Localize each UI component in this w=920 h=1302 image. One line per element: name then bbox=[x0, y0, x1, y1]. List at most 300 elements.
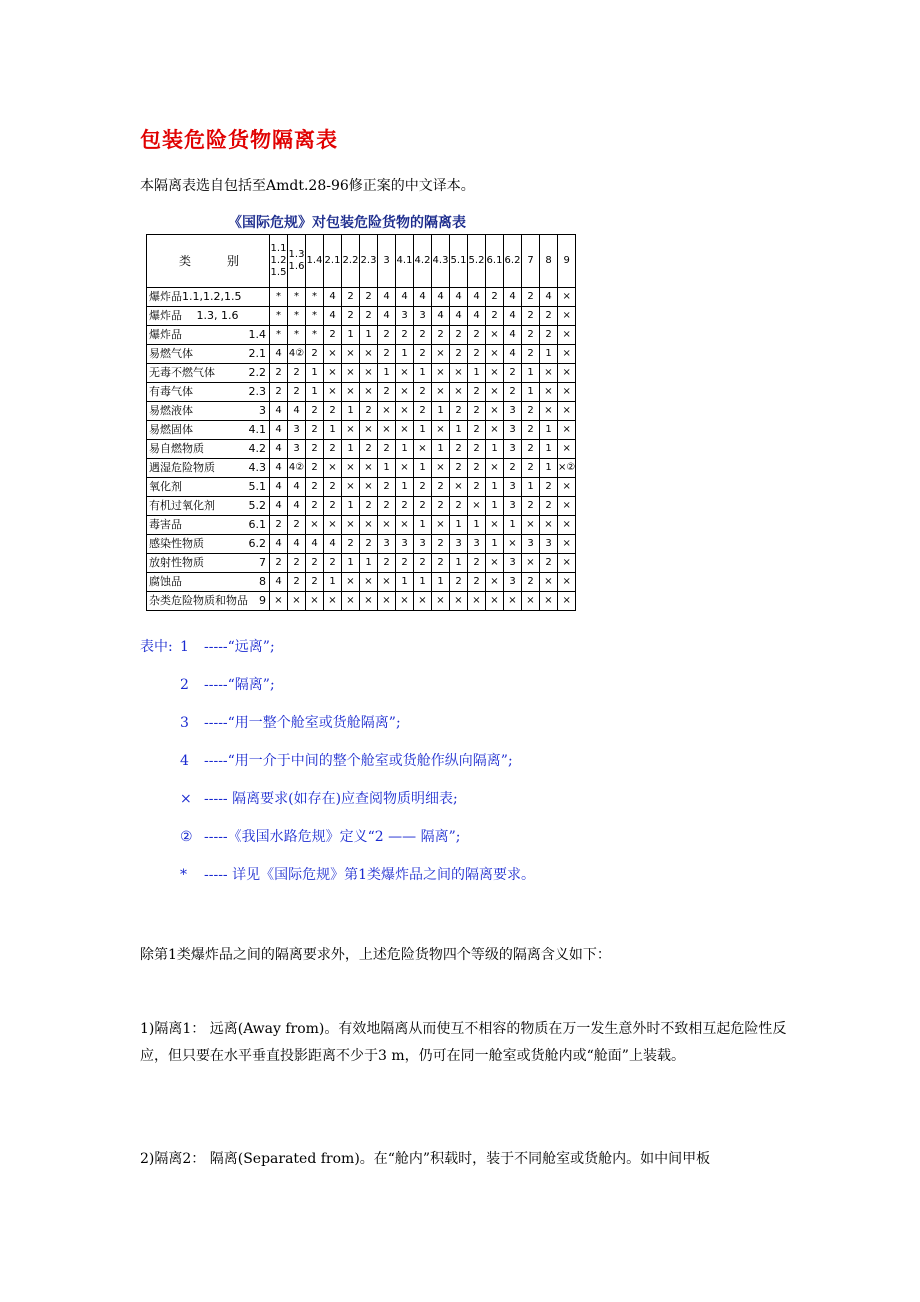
table-cell: 4 bbox=[396, 288, 414, 307]
table-cell: × bbox=[396, 516, 414, 535]
table-cell: 4 bbox=[468, 288, 486, 307]
table-cell: 2 bbox=[306, 440, 324, 459]
segregation-table bbox=[146, 234, 576, 611]
table-cell: 1 bbox=[378, 459, 396, 478]
table-cell: 2 bbox=[468, 459, 486, 478]
legend-item bbox=[140, 636, 275, 656]
column-header: 5.2 bbox=[468, 235, 486, 288]
table-cell: 4 bbox=[288, 535, 306, 554]
table-cell: 1 bbox=[522, 364, 540, 383]
table-row bbox=[147, 402, 576, 421]
table-cell: 4 bbox=[540, 288, 558, 307]
table-cell: 2 bbox=[360, 497, 378, 516]
table-cell: 2 bbox=[360, 535, 378, 554]
table-cell: 1 bbox=[450, 554, 468, 573]
legend-text: -----《我国水路危规》定义“2 —— 隔离”; bbox=[204, 829, 461, 845]
table-cell: 2 bbox=[342, 535, 360, 554]
table-cell: 2 bbox=[450, 497, 468, 516]
table-cell: × bbox=[414, 592, 432, 611]
table-cell: 4 bbox=[270, 573, 288, 592]
legend-symbol: 3 bbox=[180, 715, 189, 731]
row-class-label: 爆炸品 1.4 bbox=[147, 326, 270, 345]
table-cell: × bbox=[558, 402, 576, 421]
table-cell: × bbox=[360, 459, 378, 478]
table-cell: 3 bbox=[450, 535, 468, 554]
row-class-label: 有毒气体 2.3 bbox=[147, 383, 270, 402]
table-cell: 1 bbox=[450, 421, 468, 440]
table-cell: × bbox=[558, 497, 576, 516]
table-cell: 1 bbox=[486, 497, 504, 516]
intro-text: 本隔离表选自包括至Amdt.28-96修正案的中文译本。 bbox=[140, 178, 475, 194]
table-cell: × bbox=[558, 288, 576, 307]
table-cell: 4 bbox=[504, 345, 522, 364]
legend-text: -----“远离”; bbox=[204, 639, 275, 655]
column-header: 8 bbox=[540, 235, 558, 288]
table-cell: × bbox=[378, 592, 396, 611]
table-cell: × bbox=[432, 421, 450, 440]
table-cell: 1 bbox=[522, 383, 540, 402]
table-cell: 3 bbox=[288, 421, 306, 440]
table-cell: 4 bbox=[504, 326, 522, 345]
table-cell: 2 bbox=[288, 516, 306, 535]
table-cell: 2 bbox=[450, 345, 468, 364]
table-cell: 2 bbox=[468, 383, 486, 402]
table-cell: 2 bbox=[324, 497, 342, 516]
table-cell: × bbox=[396, 383, 414, 402]
table-cell: 2 bbox=[270, 364, 288, 383]
table-cell: 2 bbox=[432, 478, 450, 497]
table-cell: * bbox=[306, 307, 324, 326]
table-cell: 2 bbox=[468, 554, 486, 573]
table-cell: 2 bbox=[432, 554, 450, 573]
table-cell: × bbox=[522, 592, 540, 611]
legend-text: -----“用一介于中间的整个舱室或货舱作纵向隔离”; bbox=[204, 753, 513, 769]
table-row bbox=[147, 326, 576, 345]
table-cell: 2 bbox=[360, 288, 378, 307]
table-cell: 2 bbox=[324, 478, 342, 497]
table-cell: 2 bbox=[306, 497, 324, 516]
table-cell: 4 bbox=[432, 288, 450, 307]
table-cell: × bbox=[558, 478, 576, 497]
table-cell: × bbox=[558, 573, 576, 592]
table-cell: 2 bbox=[522, 288, 540, 307]
table-row bbox=[147, 459, 576, 478]
table-cell: × bbox=[486, 383, 504, 402]
table-cell: × bbox=[486, 573, 504, 592]
table-cell: 1 bbox=[414, 516, 432, 535]
table-cell: 3 bbox=[504, 478, 522, 497]
table-cell: 2 bbox=[540, 478, 558, 497]
table-cell: 2 bbox=[378, 478, 396, 497]
legend-item bbox=[140, 750, 513, 770]
table-cell: 1 bbox=[486, 440, 504, 459]
table-cell: 4 bbox=[504, 288, 522, 307]
table-cell: × bbox=[324, 383, 342, 402]
column-header: 2.3 bbox=[360, 235, 378, 288]
table-cell: 1 bbox=[540, 459, 558, 478]
table-cell: 1 bbox=[414, 421, 432, 440]
row-class-label: 易燃气体 2.1 bbox=[147, 345, 270, 364]
table-cell: * bbox=[306, 326, 324, 345]
table-cell: 2 bbox=[378, 554, 396, 573]
table-cell: 1 bbox=[342, 402, 360, 421]
table-cell: × bbox=[432, 364, 450, 383]
table-cell: 4 bbox=[450, 307, 468, 326]
table-cell: 2 bbox=[450, 402, 468, 421]
paragraph-intro: 除第1类爆炸品之间的隔离要求外，上述危险货物四个等级的隔离含义如下： bbox=[140, 947, 611, 963]
table-cell: 1 bbox=[486, 478, 504, 497]
table-header-row bbox=[147, 235, 576, 288]
legend-text: -----“隔离”; bbox=[204, 677, 275, 693]
table-row bbox=[147, 497, 576, 516]
table-cell: 2 bbox=[522, 402, 540, 421]
table-cell: 2 bbox=[378, 345, 396, 364]
table-cell: 2 bbox=[486, 307, 504, 326]
legend-symbol: 2 bbox=[180, 677, 189, 693]
table-cell: 1 bbox=[414, 459, 432, 478]
column-header: 6.1 bbox=[486, 235, 504, 288]
table-cell: 3 bbox=[414, 535, 432, 554]
table-cell: 3 bbox=[414, 307, 432, 326]
table-cell: 2 bbox=[540, 554, 558, 573]
table-cell: × bbox=[378, 516, 396, 535]
table-cell: × bbox=[522, 516, 540, 535]
table-row bbox=[147, 345, 576, 364]
table-cell: 2 bbox=[522, 307, 540, 326]
table-cell: 2 bbox=[306, 421, 324, 440]
table-cell: × bbox=[342, 364, 360, 383]
table-cell: × bbox=[558, 421, 576, 440]
table-cell: * bbox=[270, 326, 288, 345]
table-cell: 1 bbox=[540, 345, 558, 364]
table-cell: 1 bbox=[540, 421, 558, 440]
table-cell: × bbox=[522, 554, 540, 573]
table-cell: 3 bbox=[504, 554, 522, 573]
table-cell: 2 bbox=[414, 326, 432, 345]
table-cell: 1 bbox=[414, 573, 432, 592]
legend-item bbox=[140, 788, 458, 808]
table-cell: 2 bbox=[306, 573, 324, 592]
table-cell: 3 bbox=[504, 573, 522, 592]
table-cell: × bbox=[540, 573, 558, 592]
table-cell: × bbox=[360, 573, 378, 592]
column-header: 2.2 bbox=[342, 235, 360, 288]
table-cell: 1 bbox=[360, 554, 378, 573]
table-cell: × bbox=[486, 592, 504, 611]
table-cell: 1 bbox=[360, 326, 378, 345]
column-header: 4.1 bbox=[396, 235, 414, 288]
table-cell: × bbox=[324, 516, 342, 535]
table-cell: × bbox=[342, 478, 360, 497]
table-cell: × bbox=[342, 592, 360, 611]
table-cell: 2 bbox=[522, 497, 540, 516]
table-cell: × bbox=[558, 516, 576, 535]
table-cell: 3 bbox=[522, 535, 540, 554]
table-cell: 3 bbox=[288, 440, 306, 459]
table-cell: 2 bbox=[360, 440, 378, 459]
table-cell: 3 bbox=[504, 421, 522, 440]
table-cell: × bbox=[558, 440, 576, 459]
table-cell: × bbox=[558, 554, 576, 573]
table-cell: × bbox=[378, 402, 396, 421]
table-cell: * bbox=[288, 326, 306, 345]
table-cell: × bbox=[288, 592, 306, 611]
table-cell: × bbox=[540, 592, 558, 611]
table-cell: × bbox=[558, 326, 576, 345]
table-cell: 2 bbox=[306, 554, 324, 573]
table-cell: 1 bbox=[486, 535, 504, 554]
table-cell: 2 bbox=[522, 459, 540, 478]
table-cell: × bbox=[486, 516, 504, 535]
table-cell: 2 bbox=[468, 440, 486, 459]
table-cell: 2 bbox=[288, 364, 306, 383]
table-cell: 2 bbox=[378, 440, 396, 459]
table-cell: × bbox=[324, 459, 342, 478]
table-cell: 3 bbox=[504, 497, 522, 516]
table-cell: 4 bbox=[450, 288, 468, 307]
table-cell: × bbox=[432, 516, 450, 535]
table-cell: 4② bbox=[288, 345, 306, 364]
table-cell: 2 bbox=[468, 421, 486, 440]
table-cell: 1 bbox=[540, 440, 558, 459]
table-cell: 2 bbox=[288, 554, 306, 573]
table-cell: 1 bbox=[396, 440, 414, 459]
table-cell: 1 bbox=[324, 573, 342, 592]
table-cell: 1 bbox=[432, 402, 450, 421]
table-cell: 2 bbox=[504, 459, 522, 478]
legend-text: ----- 隔离要求(如存在)应查阅物质明细表; bbox=[204, 791, 458, 807]
table-cell: 4 bbox=[288, 402, 306, 421]
column-header: 1.4 bbox=[306, 235, 324, 288]
legend-item bbox=[140, 712, 401, 732]
table-cell: 2 bbox=[324, 440, 342, 459]
column-header: 5.1 bbox=[450, 235, 468, 288]
table-cell: 1 bbox=[450, 516, 468, 535]
table-cell: 2 bbox=[324, 554, 342, 573]
table-cell: × bbox=[360, 592, 378, 611]
table-cell: × bbox=[486, 364, 504, 383]
table-cell: 4 bbox=[270, 402, 288, 421]
table-cell: 2 bbox=[432, 497, 450, 516]
row-class-label: 腐蚀品 8 bbox=[147, 573, 270, 592]
table-cell: 1 bbox=[432, 573, 450, 592]
table-cell: * bbox=[306, 288, 324, 307]
table-cell: 4 bbox=[270, 440, 288, 459]
table-cell: 1 bbox=[378, 364, 396, 383]
table-cell: 4 bbox=[378, 307, 396, 326]
class-header: 类 别 bbox=[147, 235, 270, 288]
table-row bbox=[147, 573, 576, 592]
table-cell: 4 bbox=[324, 288, 342, 307]
table-cell: × bbox=[450, 364, 468, 383]
table-cell: × bbox=[486, 326, 504, 345]
table-cell: × bbox=[558, 535, 576, 554]
table-cell: × bbox=[468, 497, 486, 516]
table-cell: × bbox=[558, 383, 576, 402]
table-cell: × bbox=[324, 364, 342, 383]
column-header: 1.3 1.6 bbox=[288, 235, 306, 288]
table-cell: × bbox=[396, 592, 414, 611]
table-cell: × bbox=[486, 421, 504, 440]
table-cell: 1 bbox=[342, 440, 360, 459]
column-header: 9 bbox=[558, 235, 576, 288]
table-cell: 2 bbox=[522, 573, 540, 592]
table-cell: × bbox=[342, 383, 360, 402]
column-header: 6.2 bbox=[504, 235, 522, 288]
table-cell: × bbox=[306, 516, 324, 535]
table-cell: 4 bbox=[414, 288, 432, 307]
column-header: 3 bbox=[378, 235, 396, 288]
table-cell: 2 bbox=[540, 326, 558, 345]
table-cell: × bbox=[432, 592, 450, 611]
table-cell: 2 bbox=[378, 497, 396, 516]
row-class-label: 遇湿危险物质 4.3 bbox=[147, 459, 270, 478]
page-title: 包装危险货物隔离表 bbox=[140, 127, 338, 152]
table-cell: 1 bbox=[324, 421, 342, 440]
legend-symbol: * bbox=[180, 867, 187, 883]
row-class-label: 易燃固体 4.1 bbox=[147, 421, 270, 440]
table-cell: 4 bbox=[288, 478, 306, 497]
table-cell: × bbox=[414, 440, 432, 459]
table-cell: × bbox=[270, 592, 288, 611]
table-cell: 4② bbox=[288, 459, 306, 478]
row-class-label: 爆炸品 1.3, 1.6 bbox=[147, 307, 270, 326]
table-cell: 4 bbox=[468, 307, 486, 326]
table-row bbox=[147, 478, 576, 497]
paragraph-segregation-1: 1)隔离1： 远离(Away from)。有效地隔离从而使互不相容的物质在万一发生意外时不致相互起危险性反应，但只要在水平垂直投影距离不少于3 m，仍可在同一舱室或货舱内或“舱面”上装载。 bbox=[140, 1021, 787, 1064]
table-cell: 4 bbox=[270, 459, 288, 478]
table-cell: × bbox=[540, 383, 558, 402]
table-cell: × bbox=[360, 478, 378, 497]
table-cell: 2 bbox=[486, 288, 504, 307]
table-cell: 2 bbox=[414, 497, 432, 516]
table-cell: 2 bbox=[306, 459, 324, 478]
table-cell: 4 bbox=[288, 497, 306, 516]
row-class-label: 杂类危险物质和物品 9 bbox=[147, 592, 270, 611]
table-cell: × bbox=[450, 383, 468, 402]
table-cell: 4 bbox=[270, 421, 288, 440]
table-cell: 2 bbox=[288, 573, 306, 592]
table-cell: 1 bbox=[306, 383, 324, 402]
table-cell: 1 bbox=[396, 345, 414, 364]
table-cell: 1 bbox=[414, 364, 432, 383]
legend-text: -----“用一整个舱室或货舱隔离”; bbox=[204, 715, 401, 731]
table-cell: 2 bbox=[396, 326, 414, 345]
table-cell: ×② bbox=[558, 459, 576, 478]
table-cell: 1 bbox=[342, 326, 360, 345]
table-cell: 2 bbox=[468, 326, 486, 345]
table-cell: 1 bbox=[342, 497, 360, 516]
table-cell: 1 bbox=[504, 516, 522, 535]
table-row bbox=[147, 554, 576, 573]
table-cell: * bbox=[270, 288, 288, 307]
table-cell: × bbox=[342, 421, 360, 440]
table-title: 《国际危规》对包装危险货物的隔离表 bbox=[228, 215, 466, 231]
table-cell: 2 bbox=[306, 402, 324, 421]
table-cell: × bbox=[504, 535, 522, 554]
row-class-label: 有机过氧化剂 5.2 bbox=[147, 497, 270, 516]
table-cell: × bbox=[468, 592, 486, 611]
table-cell: 2 bbox=[450, 440, 468, 459]
table-cell: 1 bbox=[396, 478, 414, 497]
table-cell: × bbox=[432, 383, 450, 402]
table-cell: × bbox=[558, 364, 576, 383]
paragraph-segregation-2: 2)隔离2： 隔离(Separated from)。在“舱内”积载时，装于不同舱室或货舱内。如中间甲板 bbox=[140, 1151, 711, 1167]
table-cell: 2 bbox=[450, 573, 468, 592]
row-class-label: 爆炸品1.1,1.2,1.5 bbox=[147, 288, 270, 307]
table-cell: × bbox=[432, 345, 450, 364]
column-header: 7 bbox=[522, 235, 540, 288]
table-cell: × bbox=[450, 478, 468, 497]
table-cell: × bbox=[486, 402, 504, 421]
table-cell: × bbox=[378, 421, 396, 440]
table-cell: * bbox=[288, 288, 306, 307]
table-row bbox=[147, 288, 576, 307]
table-cell: 2 bbox=[414, 554, 432, 573]
legend-symbol: ② bbox=[180, 829, 193, 845]
table-cell: 4 bbox=[270, 535, 288, 554]
table-cell: × bbox=[342, 516, 360, 535]
table-cell: 2 bbox=[432, 535, 450, 554]
table-cell: 3 bbox=[504, 402, 522, 421]
table-cell: × bbox=[540, 516, 558, 535]
table-row bbox=[147, 383, 576, 402]
table-cell: 2 bbox=[342, 288, 360, 307]
table-cell: 2 bbox=[270, 554, 288, 573]
table-cell: 2 bbox=[414, 383, 432, 402]
table-cell: × bbox=[432, 459, 450, 478]
table-cell: 2 bbox=[450, 459, 468, 478]
column-header: 4.2 bbox=[414, 235, 432, 288]
table-cell: 4 bbox=[378, 288, 396, 307]
table-cell: 2 bbox=[468, 345, 486, 364]
table-cell: 3 bbox=[468, 535, 486, 554]
table-cell: 3 bbox=[540, 535, 558, 554]
table-cell: 2 bbox=[522, 326, 540, 345]
table-cell: × bbox=[342, 459, 360, 478]
table-cell: × bbox=[324, 592, 342, 611]
table-cell: 1 bbox=[306, 364, 324, 383]
table-cell: 2 bbox=[522, 345, 540, 364]
legend-item bbox=[140, 674, 275, 694]
table-cell: × bbox=[486, 345, 504, 364]
table-cell: 2 bbox=[414, 402, 432, 421]
table-cell: 2 bbox=[450, 326, 468, 345]
table-cell: × bbox=[342, 573, 360, 592]
table-cell: 4 bbox=[324, 307, 342, 326]
row-class-label: 毒害品 6.1 bbox=[147, 516, 270, 535]
legend-item bbox=[140, 864, 535, 884]
table-cell: × bbox=[486, 554, 504, 573]
table-cell: 4 bbox=[270, 345, 288, 364]
legend-symbol: 1 bbox=[180, 639, 189, 655]
table-cell: 2 bbox=[504, 364, 522, 383]
row-class-label: 易自燃物质 4.2 bbox=[147, 440, 270, 459]
table-cell: 2 bbox=[396, 497, 414, 516]
table-cell: 2 bbox=[522, 421, 540, 440]
table-cell: 2 bbox=[414, 478, 432, 497]
table-cell: 2 bbox=[270, 383, 288, 402]
table-row bbox=[147, 440, 576, 459]
table-cell: 2 bbox=[342, 307, 360, 326]
table-cell: × bbox=[540, 364, 558, 383]
table-cell: * bbox=[270, 307, 288, 326]
table-cell: 3 bbox=[504, 440, 522, 459]
table-row bbox=[147, 307, 576, 326]
table-cell: × bbox=[324, 345, 342, 364]
table-cell: 4 bbox=[306, 535, 324, 554]
column-header: 2.1 bbox=[324, 235, 342, 288]
